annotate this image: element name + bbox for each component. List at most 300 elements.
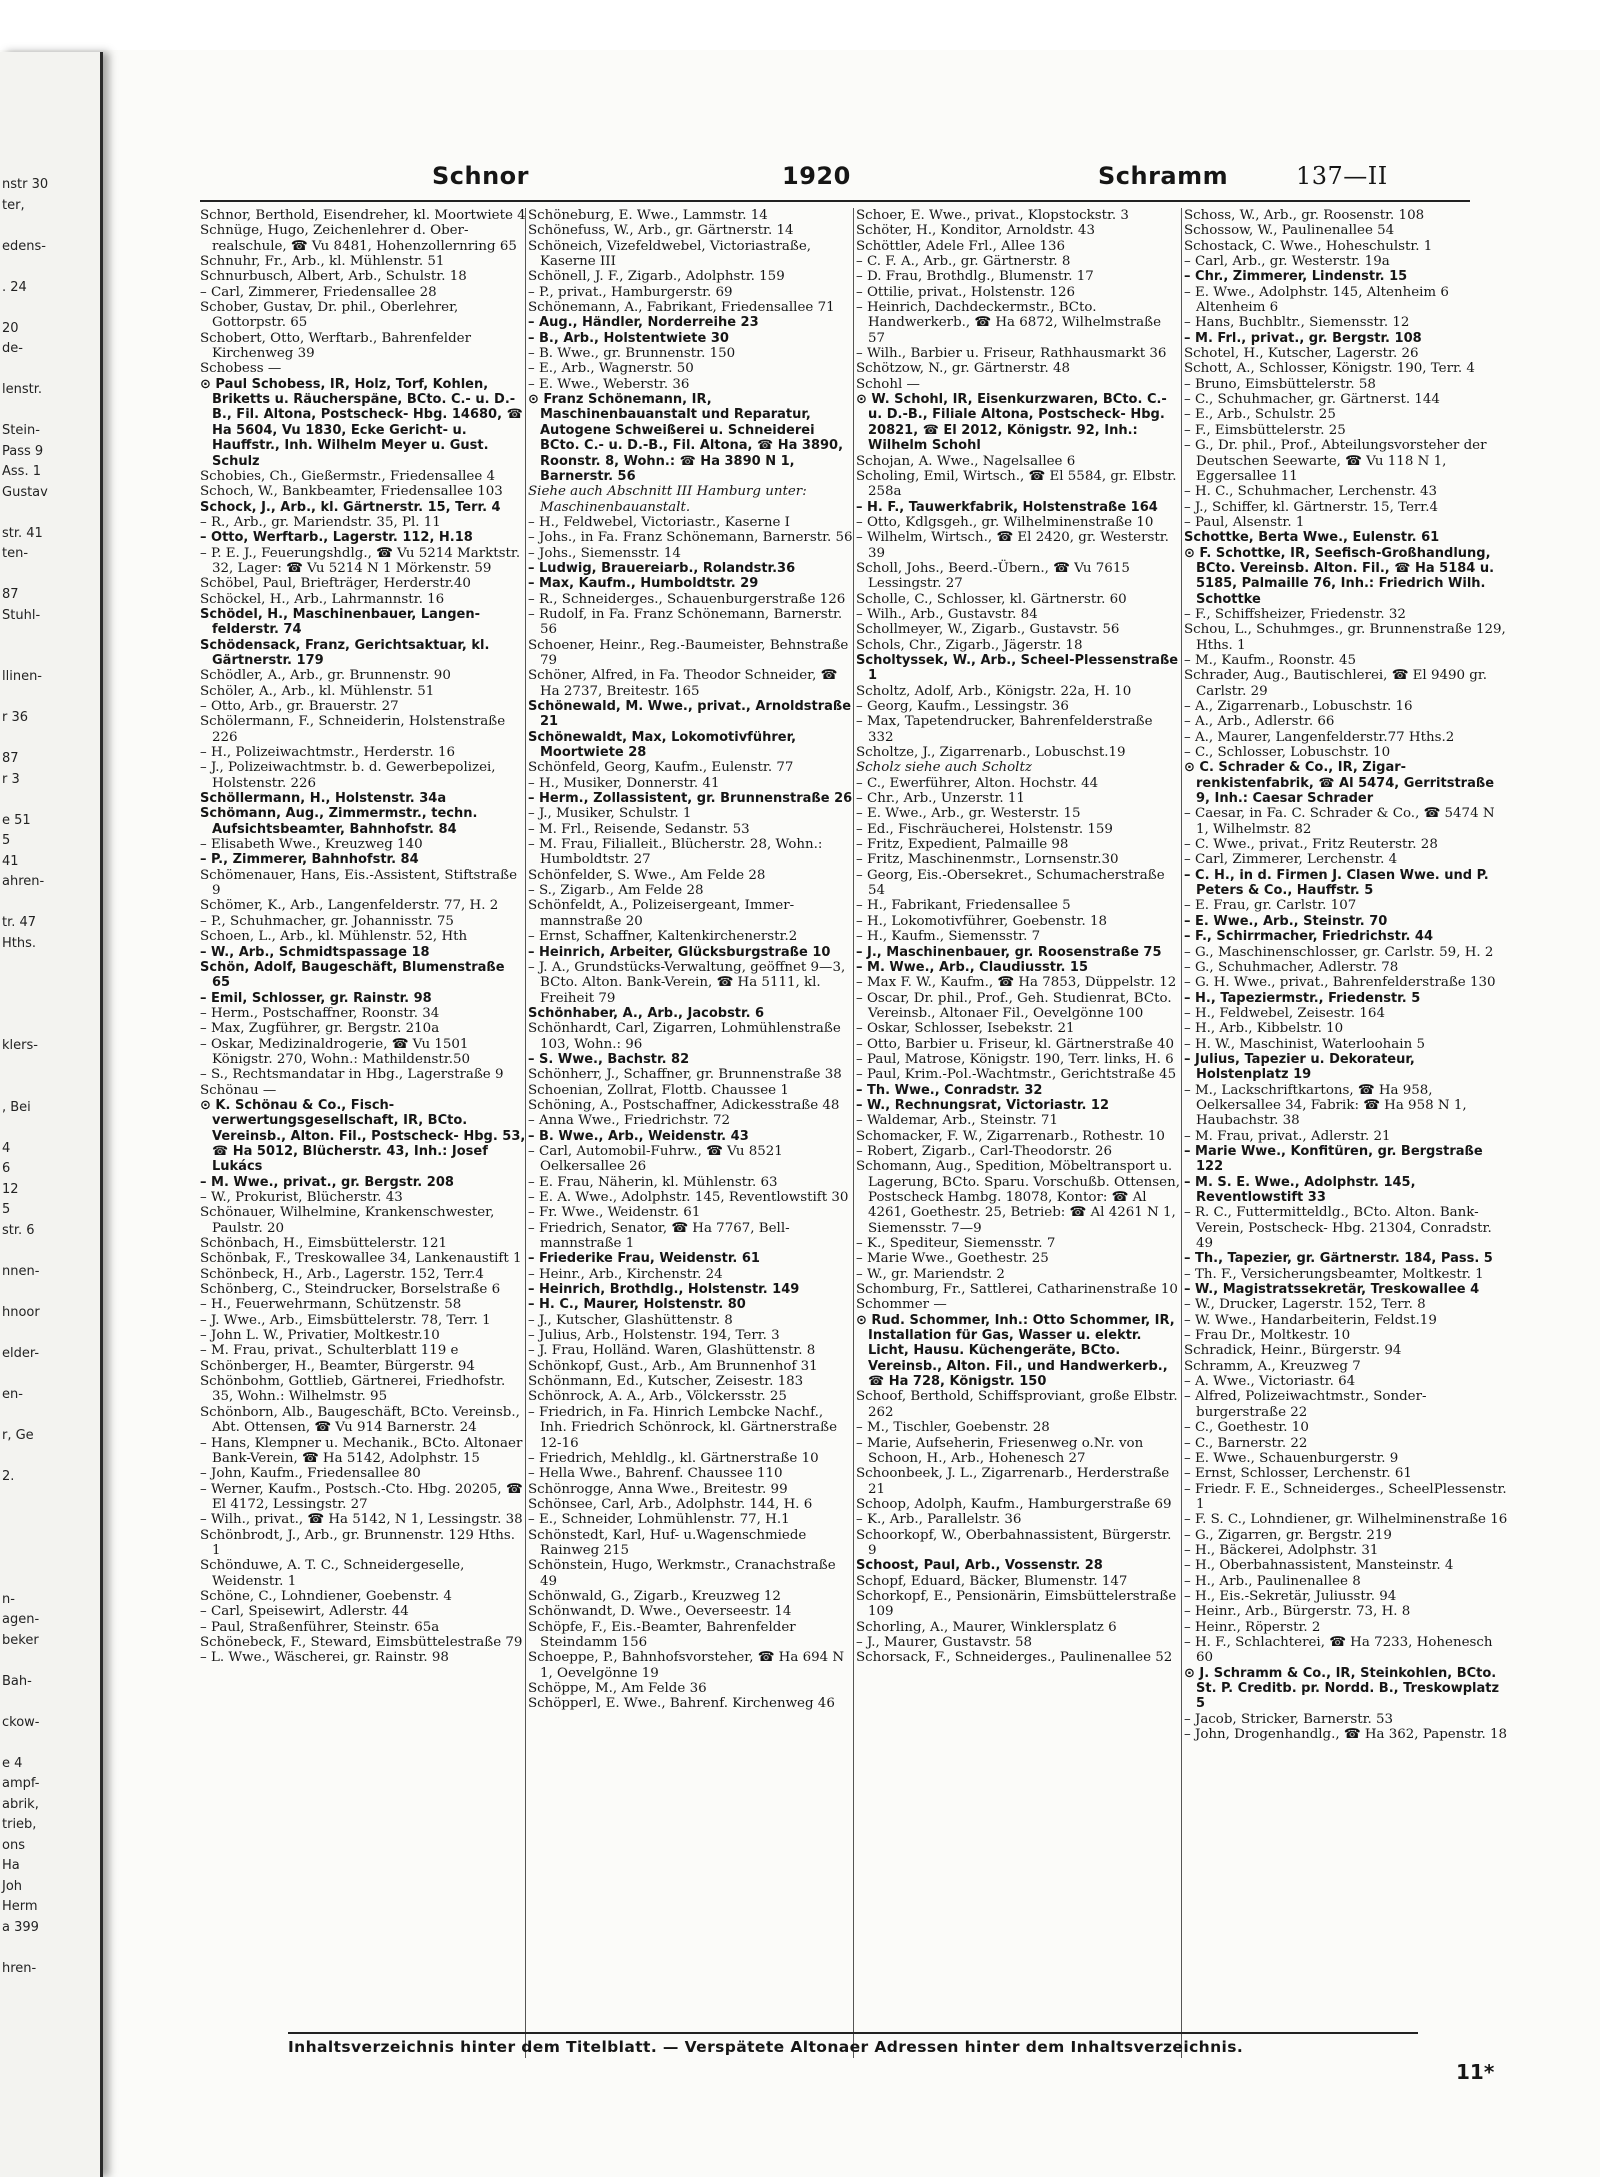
directory-entry: – Johs., in Fa. Franz Schönemann, Barnerstr. 56 (528, 530, 853, 546)
directory-entry: Schoer, E. Wwe., privat., Klopstockstr. 3 (856, 208, 1129, 223)
directory-entry: Schorkopf, E., Pensionärin, Eimsbüttelerstraße 109 (856, 1588, 1177, 1620)
directory-entry: – Heinrich, Dachdeckermstr., BCto. Handwerkerb., ☎ Ha 6872, Wilhelmstraße 57 (856, 300, 1161, 346)
signature-mark: 11* (1456, 2060, 1495, 2084)
directory-entry: – Carl, Zimmerer, Lerchenstr. 4 (1184, 852, 1398, 868)
directory-entry: – Georg, Kaufm., Lessingstr. 36 (856, 699, 1069, 714)
previous-page-fragment: 5 (2, 1202, 11, 1217)
directory-entry: Scholtze, J., Zigarrenarb., Lobuschst.19 (856, 745, 1126, 761)
directory-entry: – H. F., Tauwerkfabrik, Holstenstraße 164 (856, 499, 1158, 515)
directory-entry: ⊙ Franz Schönemann, IR, Maschinenbauanstalt und Reparatur, Autogene Schweißerei u. Schneiderei BCto. C.- u. D.-B., Fil. Altona, ☎ Ha 3890, Roonstr. 8, Wohn.: ☎ Ha 3890 N 1, Barnerstr. 56 (528, 392, 844, 484)
directory-entry: – Ernst, Schlosser, Lerchenstr. 61 (1184, 1466, 1412, 1482)
directory-entry: Schottke, Berta Wwe., Eulenstr. 61 (1184, 530, 1440, 546)
directory-entry: Schönmann, Ed., Kutscher, Zeisestr. 183 (528, 1374, 804, 1390)
directory-entry: – E. Frau, gr. Carlstr. 107 (1184, 898, 1357, 914)
directory-entry: – Chr., Arb., Unzerstr. 11 (856, 791, 1025, 807)
directory-entry: Schobert, Otto, Werftarb., Bahrenfelder Kirchenweg 39 (200, 330, 471, 362)
directory-entry: – Wilh., Arb., Gustavstr. 84 (856, 606, 1038, 622)
directory-entry: – E. Wwe., Arb., gr. Westerstr. 15 (856, 806, 1081, 822)
directory-entry: – Friedr. F. E., Schneiderges., ScheelPlessenstr. 1 (1184, 1481, 1507, 1512)
directory-entry: – Waldemar, Arb., Steinstr. 71 (856, 1113, 1058, 1129)
directory-entry: – H. F., Schlachterei, ☎ Ha 7233, Hohenesch 60 (1184, 1634, 1493, 1666)
directory-entry: – R., Schneiderges., Schauenburgerstraße 126 (528, 591, 846, 607)
directory-entry: – Heinr., Arb., Kirchenstr. 24 (528, 1266, 723, 1282)
previous-page-fragment: e 4 (2, 1755, 23, 1771)
directory-entry: – Paul, Matrose, Königstr. 190, Terr. links, H. 6 (856, 1051, 1174, 1067)
directory-entry: – W., Magistratssekretär, Treskowallee 4 (1184, 1282, 1480, 1298)
directory-entry: Schönrock, A. A., Arb., Völckersstr. 25 (528, 1389, 787, 1405)
directory-entry: – F., Eimsbüttelerstr. 25 (1184, 422, 1346, 438)
directory-entry: – H., Oberbahnassistent, Mansteinstr. 4 (1184, 1558, 1454, 1574)
directory-entry: ⊙ K. Schönau & Co., Fischverwertungsgesellschaft, IR, BCto. Vereinsb., Alton. Fil., Postscheck- Hbg. 53, ☎ Ha 5012, Blücherstr. 43, Inh.: Josef Lukács (200, 1097, 526, 1175)
directory-entry: – H., Tapeziermstr., Friedenstr. 5 (1184, 990, 1421, 1006)
directory-entry: Schoss, W., Arb., gr. Roosenstr. 108 (1184, 208, 1425, 223)
previous-page-fragment: Herm (2, 1899, 38, 1914)
previous-page-fragment: lenstr. (2, 382, 43, 397)
directory-entry: Schöne, C., Lohndiener, Goebenstr. 4 (200, 1588, 452, 1604)
directory-entry: Schödel, H., Maschinenbauer, Langenfelderstr. 74 (200, 606, 480, 638)
previous-page-fragment: 12 (2, 1181, 19, 1197)
directory-entry: ⊙ Rud. Schommer, Inh.: Otto Schommer, IR, Installation für Gas, Wasser u. elektr. Licht, Hausu. Küchengeräte, BCto. Vereinsb., Alton. Fil., und Handwerkerb., ☎ Ha 728, Königstr. 150 (856, 1312, 1175, 1390)
directory-entry: Schönbak, F., Treskowallee 34, Lankenaustift 1 (200, 1251, 522, 1267)
directory-entry: – H., Feldwebel, Zeisestr. 164 (1184, 1005, 1385, 1021)
directory-entry: – Frau Dr., Moltkestr. 10 (1184, 1328, 1351, 1344)
directory-entry: – Hans, Buchbltr., Siemensstr. 12 (1184, 315, 1410, 331)
directory-entry: – Herm., Postschaffner, Roonstr. 34 (200, 1005, 440, 1021)
directory-entry: Schötzow, N., gr. Gärtnerstr. 48 (856, 361, 1071, 377)
directory-entry: – E. Wwe., Adolphstr. 145, Altenheim 6 Altenheim 6 (1184, 284, 1449, 316)
directory-entry: – Bruno, Eimsbüttelerstr. 58 (1184, 376, 1376, 392)
directory-entry: – Marie, Aufseherin, Friesenweg o.Nr. von Schoon, H., Arb., Hohenesch 27 (856, 1435, 1144, 1466)
directory-entry: – Max F. W., Kaufm., ☎ Ha 7853, Düppelstr. 12 (856, 975, 1177, 991)
directory-entry: – H., Feldwebel, Victoriastr., Kaserne I (528, 514, 790, 530)
directory-entry: Schohl — (856, 376, 920, 392)
directory-entry: – H., Lokomotivführer, Goebenstr. 18 (856, 913, 1108, 929)
directory-entry: – D. Frau, Brothdlg., Blumenstr. 17 (856, 269, 1094, 285)
directory-entry: Schoen, L., Arb., kl. Mühlenstr. 52, Hth (200, 929, 468, 945)
previous-page-fragment: , Bei (2, 1099, 31, 1115)
directory-entry: Schnor, Berthold, Eisendreher, kl. Moortwiete 4 (200, 208, 526, 223)
directory-entry: – John, Drogenhandlg., ☎ Ha 362, Papenstr. 18 (1184, 1727, 1508, 1743)
column-2 (528, 208, 854, 2058)
directory-entry: – J., Schiffer, kl. Gärtnerstr. 15, Terr.4 (1184, 499, 1438, 515)
directory-entry: – Otto, Barbier u. Friseur, kl. Gärtnerstraße 40 (856, 1036, 1175, 1052)
column-separator (853, 208, 854, 2058)
directory-entry: Schönberg, C., Steindrucker, Borselstraße 6 (200, 1282, 501, 1298)
directory-entry: – C., Goethestr. 10 (1184, 1420, 1309, 1436)
previous-page-fragment: Gustav (2, 484, 48, 500)
header-first-name: Schnor (432, 162, 530, 190)
directory-entry: – H., Bäckerei, Adolphstr. 31 (1184, 1542, 1379, 1558)
directory-entry: – M. Frl., Reisende, Sedanstr. 53 (528, 821, 750, 837)
directory-entry: Schönauer, Wilhelmine, Krankenschwester, Paulstr. 20 (200, 1205, 495, 1236)
previous-page-fragment: agen- (2, 1612, 40, 1627)
previous-page-fragment: beker (2, 1632, 39, 1648)
directory-entry: – M. Frau, privat., Schulterblatt 119 e (200, 1343, 459, 1359)
directory-entry: Schoch, W., Bankbeamter, Friedensallee 103 (200, 484, 503, 500)
previous-page-fragment: abrik, (2, 1796, 39, 1812)
column-1 (200, 208, 526, 2058)
directory-entry: Schorsack, F., Schneiderges., Paulinenallee 52 (856, 1650, 1173, 1666)
column-separator (1181, 208, 1182, 2058)
directory-entry: – Julius, Tapezier u. Dekorateur, Holstenplatz 19 (1184, 1051, 1415, 1083)
previous-page-fragment: nnen- (2, 1263, 40, 1279)
directory-entry: – M., Lackschriftkartons, ☎ Ha 958, Oelkersallee 34, Fabrik: ☎ Ha 958 N 1, Haubachstr. 38 (1184, 1082, 1467, 1129)
previous-page-fragment: ahren- (2, 874, 45, 889)
directory-entry: – E., Arb., Wagnerstr. 50 (528, 361, 694, 377)
previous-page-fragment: n- (2, 1591, 15, 1607)
directory-entry: Schoenian, Zollrat, Flottb. Chaussee 1 (528, 1082, 789, 1098)
directory-entry: Schönbrodt, J., Arb., gr. Brunnenstr. 129 Hths. 1 (200, 1527, 515, 1558)
directory-entry: – F., Schiffsheizer, Friedenstr. 32 (1184, 606, 1406, 622)
directory-entry: Schönwandt, D. Wwe., Oeverseestr. 14 (528, 1604, 792, 1620)
directory-entry: Schoost, Paul, Arb., Vossenstr. 28 (856, 1558, 1103, 1574)
directory-entry: Schöpperl, E. Wwe., Bahrenf. Kirchenweg 46 (528, 1696, 835, 1712)
previous-page-edge (0, 52, 103, 2177)
directory-entry: – Emil, Schlosser, gr. Rainstr. 98 (200, 990, 432, 1006)
directory-entry: Schönell, J. F., Zigarb., Adolphstr. 159 (528, 269, 785, 285)
directory-entry: Schönkopf, Gust., Arb., Am Brunnenhof 31 (528, 1358, 818, 1374)
directory-entry: Schöpfe, F., Eis.-Beamter, Bahrenfelder Steindamm 156 (528, 1619, 796, 1650)
directory-entry: Schödensack, Franz, Gerichtsaktuar, kl. Gärtnerstr. 179 (200, 637, 490, 668)
directory-entry: – Johs., Siemensstr. 14 (528, 545, 681, 561)
directory-entry: Schotel, H., Kutscher, Lagerstr. 26 (1184, 346, 1419, 362)
header-last-name: Schramm (1098, 162, 1229, 190)
previous-page-fragment: de- (2, 341, 23, 356)
directory-entry: Schömer, K., Arb., Langenfelderstr. 77, H. 2 (200, 898, 499, 914)
previous-page-fragment: Stein- (2, 423, 40, 438)
directory-entry: – H., Feuerwehrmann, Schützenstr. 58 (200, 1297, 462, 1313)
directory-entry: – Friedrich, Senator, ☎ Ha 7767, Bellmannstraße 1 (528, 1220, 790, 1252)
directory-entry: Schönwald, G., Zigarb., Kreuzweg 12 (528, 1588, 781, 1604)
directory-entry: – Carl, Arb., gr. Westerstr. 19a (1184, 254, 1390, 270)
directory-entry: Schobies, Ch., Gießermstr., Friedensallee 4 (200, 468, 496, 484)
directory-entry: – Fr. Wwe., Weidenstr. 61 (528, 1205, 701, 1221)
previous-page-fragment: elder- (2, 1345, 40, 1361)
directory-entry: Schönhaber, A., Arb., Jacobstr. 6 (528, 1005, 765, 1021)
directory-entry: – C. Wwe., privat., Fritz Reuterstr. 28 (1184, 837, 1438, 853)
directory-entry: Schöner, Alfred, in Fa. Theodor Schneider, ☎ Ha 2737, Breitestr. 165 (528, 668, 838, 699)
previous-page-fragment: Pass 9 (2, 443, 44, 459)
directory-entry: – H., Fabrikant, Friedensallee 5 (856, 898, 1071, 914)
directory-entry: – R. C., Futtermitteldlg., BCto. Alton. Bank-Verein, Postscheck- Hbg. 21304, Conradstr. 49 (1184, 1205, 1492, 1252)
previous-page-fragment: 2. (2, 1468, 15, 1484)
directory-entry: Scholle, C., Schlosser, kl. Gärtnerstr. 60 (856, 591, 1127, 607)
directory-entry: – G., Dr. phil., Prof., Abteilungsvorsteher der Deutschen Seewarte, ☎ Vu 118 N 1, Eggersallee 11 (1184, 438, 1487, 484)
previous-page-fragment: str. 41 (2, 525, 43, 541)
directory-entry: Schott, A., Schlosser, Königstr. 190, Terr. 4 (1184, 361, 1475, 377)
previous-page-fragment: nstr 30 (2, 177, 49, 192)
page-header (116, 162, 1586, 202)
directory-entry: Schoof, Berthold, Schiffsproviant, große Elbstr. 262 (856, 1389, 1178, 1420)
directory-entry: – Rudolf, in Fa. Franz Schönemann, Barnerstr. 56 (528, 606, 843, 638)
directory-entry: Schoener, Heinr., Reg.-Baumeister, Behnstraße 79 (528, 637, 849, 668)
directory-entry: – Marie Wwe., Konfitüren, gr. Bergstraße 122 (1184, 1143, 1483, 1175)
directory-entry: – J., Kutscher, Glashüttenstr. 8 (528, 1312, 733, 1328)
directory-entry: – J., Polizeiwachtmstr. b. d. Gewerbepolizei, Holstenstr. 226 (200, 760, 496, 791)
directory-entry: – Heinrich, Arbeiter, Glücksburgstraße 10 (528, 944, 831, 960)
directory-entry: – Jacob, Stricker, Barnerstr. 53 (1184, 1711, 1394, 1727)
previous-page-fragment: 41 (2, 853, 19, 869)
previous-page-fragment: klers- (2, 1038, 38, 1053)
previous-page-fragment: r, Ge (2, 1427, 34, 1443)
directory-entry: – P. E. J., Feuerungshdlg., ☎ Vu 5214 Marktstr. 32, Lager: ☎ Vu 5214 N 1 Mörkenstr. 59 (200, 545, 521, 576)
directory-entry: – Otto, Kdlgsgeh., gr. Wilhelminenstraße 10 (856, 514, 1154, 530)
directory-entry: Schock, J., Arb., kl. Gärtnerstr. 15, Terr. 4 (200, 499, 501, 515)
directory-entry: – J. Frau, Holländ. Waren, Glashüttenstr. 8 (528, 1343, 816, 1359)
directory-entry: – G. H. Wwe., privat., Bahrenfelderstraße 130 (1184, 975, 1496, 991)
directory-entry: – Paul, Krim.-Pol.-Wachtmstr., Gerichtstraße 45 (856, 1067, 1177, 1083)
directory-entry: – R., Arb., gr. Mariendstr. 35, Pl. 11 (200, 514, 441, 530)
previous-page-fragment: r 3 (2, 771, 20, 787)
directory-entry: – M. Wwe., Arb., Claudiusstr. 15 (856, 959, 1089, 975)
directory-entry: – Ludwig, Brauereiarb., Rolandstr.36 (528, 560, 796, 576)
directory-entry: Schöttler, Adele Frl., Allee 136 (856, 238, 1066, 254)
directory-entry: – E. A. Wwe., Adolphstr. 145, Reventlowstift 30 (528, 1190, 849, 1205)
column-4 (1184, 208, 1510, 2058)
directory-entry: ⊙ J. Schramm & Co., IR, Steinkohlen, BCto. St. P. Creditb. pr. Nordd. B., Treskowplatz 5 (1184, 1665, 1500, 1712)
directory-entry: – M., Tischler, Goebenstr. 28 (856, 1420, 1050, 1436)
directory-entry: Schöler, A., Arb., kl. Mühlenstr. 51 (200, 683, 435, 699)
directory-entry: – Fritz, Expedient, Palmaille 98 (856, 837, 1069, 853)
directory-entry: – J., Musiker, Schulstr. 1 (528, 806, 692, 822)
directory-entry: – H., Arb., Kibbelstr. 10 (1184, 1021, 1344, 1037)
directory-entry: – F. S. C., Lohndiener, gr. Wilhelminenstraße 16 (1184, 1512, 1508, 1528)
directory-entry: Schoeppe, P., Bahnhofsvorsteher, ☎ Ha 694 N 1, Oevelgönne 19 (528, 1650, 845, 1681)
directory-entry: – Max, Kaufm., Humboldtstr. 29 (528, 576, 759, 592)
directory-entry: Schradick, Heinr., Bürgerstr. 94 (1184, 1343, 1402, 1359)
directory-entry: Schomburg, Fr., Sattlerei, Catharinenstraße 10 (856, 1282, 1178, 1298)
directory-entry: – J., Maschinenbauer, gr. Roosenstraße 75 (856, 944, 1162, 960)
directory-entry: – Werner, Kaufm., Postsch.-Cto. Hbg. 20205, ☎ El 4172, Lessingstr. 27 (200, 1481, 523, 1512)
previous-page-fragment: Stuhl- (2, 607, 41, 623)
directory-entry: Schönhardt, Carl, Zigarren, Lohmühlenstraße 103, Wohn.: 96 (528, 1021, 841, 1052)
directory-entry: Schnüge, Hugo, Zeichenlehrer d. Oberrealschule, ☎ Vu 8481, Hohenzollernring 65 (200, 223, 517, 254)
previous-page-fragment: r 36 (2, 710, 29, 725)
directory-entry: ⊙ W. Schohl, IR, Eisenkurzwaren, BCto. C.- u. D.-B., Filiale Altona, Postscheck- Hbg. 20821, ☎ El 2012, Königstr. 92, Inh.: Wilhelm Schohl (856, 392, 1167, 454)
directory-entry: – L. Wwe., Wäscherei, gr. Rainstr. 98 (200, 1650, 449, 1666)
directory-entry: – Carl, Automobil-Fuhrw., ☎ Vu 8521 Oelkersallee 26 (528, 1143, 783, 1175)
directory-entry: Schönbeck, H., Arb., Lagerstr. 152, Terr.4 (200, 1266, 484, 1282)
directory-entry: – W. Wwe., Handarbeiterin, Feldst.19 (1184, 1312, 1437, 1328)
directory-entry: Schönbohm, Gottlieb, Gärtnerei, Friedhofstr. 35, Wohn.: Wilhelmstr. 95 (200, 1374, 506, 1405)
directory-entry: Schönfeld, Georg, Kaufm., Eulenstr. 77 (528, 760, 794, 776)
directory-entry: Siehe auch Abschnitt III Hamburg unter: Maschinenbauanstalt. (528, 484, 807, 515)
directory-entry: – H. C., Maurer, Holstenstr. 80 (528, 1297, 746, 1313)
directory-entry: – M. S. E. Wwe., Adolphstr. 145, Reventlowstift 33 (1184, 1174, 1416, 1205)
previous-page-fragment: Hths. (2, 935, 37, 951)
directory-entry: – Th. Wwe., Conradstr. 32 (856, 1082, 1043, 1098)
directory-entry: – Max, Tapetendrucker, Bahrenfelderstraße 332 (856, 714, 1153, 745)
directory-entry: – J. A., Grundstücks-Verwaltung, geöffnet 9—3, BCto. Alton. Bank-Verein, ☎ Ha 5111, kl. Freiheit 79 (528, 959, 846, 1006)
directory-entry: Schramm, A., Kreuzweg 7 (1184, 1358, 1361, 1374)
directory-entry: – A., Maurer, Langenfelderstr.77 Hths.2 (1184, 729, 1455, 745)
directory-entry: Schönbach, H., Eimsbüttelerstr. 121 (200, 1236, 447, 1252)
directory-entry: Schönherr, J., Schaffner, gr. Brunnenstraße 38 (528, 1067, 842, 1083)
header-page-number: 137—II (1296, 162, 1388, 190)
directory-entry: – Fritz, Maschinenmstr., Lornsenstr.30 (856, 852, 1119, 868)
directory-entry: Schöning, A., Postschaffner, Adickesstraße 48 (528, 1097, 840, 1113)
directory-entry: Schönsee, Carl, Arb., Adolphstr. 144, H. 6 (528, 1496, 813, 1512)
directory-entry: – Otto, Werftarb., Lagerstr. 112, H.18 (200, 530, 473, 546)
previous-page-fragment: hren- (2, 1960, 37, 1976)
previous-page-fragment: edens- (2, 238, 46, 254)
directory-entry: Schönstedt, Karl, Huf- u.Wagenschmiede Rainweg 215 (528, 1527, 807, 1558)
directory-entry: – Georg, Eis.-Obersekret., Schumacherstraße 54 (856, 867, 1165, 899)
directory-entry: – Ed., Fischräucherei, Holstenstr. 159 (856, 821, 1113, 837)
directory-entry: Scholtyssek, W., Arb., Scheel-Plessenstraße 1 (856, 652, 1179, 684)
directory-entry: – A., Zigarrenarb., Lobuschstr. 16 (1184, 699, 1413, 714)
previous-page-fragment: ampf- (2, 1776, 40, 1791)
directory-entry: – H., Arb., Paulinenallee 8 (1184, 1573, 1361, 1589)
directory-entry: – H. C., Schuhmacher, Lerchenstr. 43 (1184, 484, 1438, 500)
directory-entry: – B., Arb., Holstentwiete 30 (528, 330, 729, 346)
directory-entry: Schöllermann, H., Holstenstr. 34a (200, 791, 447, 807)
directory-entry: – K., Spediteur, Siemensstr. 7 (856, 1236, 1056, 1252)
directory-entry: Schomacker, F. W., Zigarrenarb., Rothestr. 10 (856, 1128, 1165, 1144)
directory-entry: – E. Frau, Näherin, kl. Mühlenstr. 63 (528, 1174, 778, 1190)
directory-entry: – Ottilie, privat., Holstenstr. 126 (856, 284, 1076, 300)
directory-entry: Schöneburg, E. Wwe., Lammstr. 14 (528, 208, 768, 223)
directory-entry: – P., Schuhmacher, gr. Johannisstr. 75 (200, 913, 454, 929)
directory-entry: – Hans, Klempner u. Mechanik., BCto. Altonaer Bank-Verein, ☎ Ha 5142, Adolphstr. 15 (200, 1435, 523, 1466)
directory-entry: – Friedrich, in Fa. Hinrich Lembcke Nachf., Inh. Friedrich Schönrock, kl. Gärtnerstraße 12-16 (528, 1404, 837, 1451)
directory-entry: – John L. W., Privatier, Moltkestr.10 (200, 1328, 440, 1344)
directory-entry: – B. Wwe., gr. Brunnenstr. 150 (528, 346, 736, 362)
directory-entry: – H., Kaufm., Siemensstr. 7 (856, 929, 1041, 945)
directory-entry: – E. Wwe., Weberstr. 36 (528, 376, 690, 392)
directory-entry: – Carl, Speisewirt, Adlerstr. 44 (200, 1604, 409, 1620)
directory-entry: – M. Wwe., privat., gr. Bergstr. 208 (200, 1174, 454, 1190)
directory-entry: – Oskar, Medizinaldrogerie, ☎ Vu 1501 Königstr. 270, Wohn.: Mathildenstr.50 (200, 1036, 471, 1067)
header-year: 1920 (782, 162, 851, 190)
previous-page-fragment: 5 (2, 833, 11, 848)
directory-entry: – Heinrich, Brothdlg., Holstenstr. 149 (528, 1282, 800, 1298)
directory-entry: – Wilh., Barbier u. Friseur, Rathhausmarkt 36 (856, 346, 1167, 362)
directory-entry: – Ernst, Schaffner, Kaltenkirchenerstr.2 (528, 929, 798, 945)
directory-entry: – A. Wwe., Victoriastr. 64 (1184, 1374, 1356, 1390)
directory-entry: ⊙ F. Schottke, IR, Seefisch-Großhandlung, BCto. Vereinsb. Alton. Fil., ☎ Ha 5184 u. 5185, Palmaille 76, Inh.: Friedrich Wilh. Schottke (1184, 545, 1495, 607)
directory-entry: ⊙ C. Schrader & Co., IR, Zigarrenkistenfabrik, ☎ Al 5474, Gerritstraße 9, Inh.: Caesar Schrader (1184, 760, 1495, 807)
directory-entry: Schömenauer, Hans, Eis.-Assistent, Stiftstraße 9 (200, 867, 518, 899)
previous-page-fragment: hnoor (2, 1304, 40, 1320)
directory-entry: Schönefuss, W., Arb., gr. Gärtnerstr. 14 (528, 223, 794, 239)
directory-entry: – C. H., in d. Firmen J. Clasen Wwe. und P. Peters & Co., Hauffstr. 5 (1184, 867, 1489, 899)
directory-entry: – Alfred, Polizeiwachtmstr., Sonderburgerstraße 22 (1184, 1389, 1427, 1420)
directory-entry: – Elisabeth Wwe., Kreuzweg 140 (200, 837, 423, 853)
directory-entry: – E., Schneider, Lohmühlenstr. 77, H.1 (528, 1512, 790, 1528)
directory-entry: – G., Zigarren, gr. Bergstr. 219 (1184, 1527, 1392, 1543)
directory-entry: – P., Zimmerer, Bahnhofstr. 84 (200, 852, 419, 868)
previous-page-fragment: Joh (2, 1878, 23, 1894)
directory-entry: Schöter, H., Konditor, Arnoldstr. 43 (856, 223, 1095, 239)
directory-entry: – Anna Wwe., Friedrichstr. 72 (528, 1113, 731, 1129)
directory-entry: – Heinr., Arb., Bürgerstr. 73, H. 8 (1184, 1604, 1411, 1620)
directory-entry: Scholz siehe auch Scholtz (856, 760, 1032, 776)
directory-entry: – Otto, Arb., gr. Brauerstr. 27 (200, 699, 399, 714)
directory-entry: – Heinr., Röperstr. 2 (1184, 1619, 1321, 1635)
directory-entry: Schnuhr, Fr., Arb., kl. Mühlenstr. 51 (200, 254, 445, 270)
directory-entry: – J., Maurer, Gustavstr. 58 (856, 1634, 1032, 1650)
directory-entry: Schommer — (856, 1297, 947, 1313)
directory-entry: – E. Wwe., Arb., Steinstr. 70 (1184, 913, 1388, 929)
directory-entry: Schöckel, H., Arb., Lahrmannstr. 16 (200, 591, 445, 607)
directory-entry: Scholtz, Adolf, Arb., Königstr. 22a, H. 10 (856, 683, 1132, 699)
directory-entry: Schönfeldt, A., Polizeisergeant, Immermannstraße 20 (528, 898, 795, 929)
previous-page-fragment: 4 (2, 1140, 11, 1156)
directory-entry: – Friedrich, Mehldlg., kl. Gärtnerstraße 10 (528, 1450, 819, 1466)
directory-entry: – A., Arb., Adlerstr. 66 (1184, 714, 1335, 730)
directory-entry: – C., Schuhmacher, gr. Gärtnerst. 144 (1184, 392, 1440, 408)
column-separator (525, 208, 526, 2058)
directory-entry: Schossow, W., Paulinenallee 54 (1184, 223, 1395, 239)
directory-entry: Scholl, Johs., Beerd.-Übern., ☎ Vu 7615 Lessingstr. 27 (856, 560, 1130, 592)
directory-entry: Schönewald, M. Wwe., privat., Arnoldstraße 21 (528, 699, 852, 730)
directory-entry: – C., Ewerführer, Alton. Hochstr. 44 (856, 775, 1099, 791)
directory-entry: Schojan, A. Wwe., Nagelsallee 6 (856, 453, 1076, 469)
directory-entry: – Friederike Frau, Weidenstr. 61 (528, 1251, 760, 1267)
directory-entry: – Oskar, Schlosser, Isebekstr. 21 (856, 1021, 1075, 1037)
directory-entry: – M. Frl., privat., gr. Bergstr. 108 (1184, 330, 1422, 346)
previous-page-fragment: a 399 (2, 1919, 39, 1935)
directory-entry: – Carl, Zimmerer, Friedensallee 28 (200, 284, 437, 300)
directory-entry: – Oscar, Dr. phil., Prof., Geh. Studienrat, BCto. Vereinsb., Altonaer Fil., Oevelgönne 100 (856, 990, 1172, 1021)
directory-entry: Schönborn, Alb., Baugeschäft, BCto. Vereinsb., Abt. Ottensen, ☎ Vu 914 Barnerstr. 24 (200, 1404, 520, 1436)
previous-page-fragment: Ha (2, 1858, 20, 1873)
directory-entry: Schöppe, M., Am Felde 36 (528, 1681, 707, 1696)
directory-entry: Schönduwe, A. T. C., Schneidergeselle, Weidenstr. 1 (200, 1558, 465, 1589)
directory-entry: – K., Arb., Parallelstr. 36 (856, 1512, 1022, 1528)
directory-entry: – C., Schlosser, Lobuschstr. 10 (1184, 745, 1391, 761)
previous-page-fragment: 87 (2, 751, 19, 766)
directory-entry: – John, Kaufm., Friedensallee 80 (200, 1466, 421, 1482)
directory-entry: Schober, Gustav, Dr. phil., Oberlehrer, Gottorpstr. 65 (200, 300, 459, 331)
previous-page-fragment: str. 6 (2, 1222, 35, 1238)
directory-entry: – Marie Wwe., Goethestr. 25 (856, 1251, 1049, 1267)
previous-page-fragment: tr. 47 (2, 915, 37, 930)
previous-page-fragment: ten- (2, 546, 29, 561)
directory-entry: Schostack, C. Wwe., Hoheschulstr. 1 (1184, 238, 1433, 254)
directory-entry: – M. Frau, privat., Adlerstr. 21 (1184, 1128, 1391, 1144)
directory-entry: Schönstein, Hugo, Werkmstr., Cranachstraße 49 (528, 1558, 836, 1589)
previous-page-fragment: Ass. 1 (2, 464, 41, 479)
directory-entry: – Aug., Händler, Norderreihe 23 (528, 315, 759, 331)
directory-entry: Schönewaldt, Max, Lokomotivführer, Moortwiete 28 (528, 729, 797, 761)
directory-entry: – E. Wwe., Schauenburgerstr. 9 (1184, 1450, 1399, 1466)
previous-page-fragment: 87 (2, 587, 19, 602)
directory-entry: – W., Arb., Schmidtspassage 18 (200, 944, 430, 960)
directory-entry: Schols, Chr., Zigarb., Jägerstr. 18 (856, 637, 1083, 653)
column-3 (856, 208, 1182, 2058)
directory-entry: Schödler, A., Arb., gr. Brunnenstr. 90 (200, 668, 451, 684)
directory-entry: Schoorkopf, W., Oberbahnassistent, Bürgerstr. 9 (856, 1527, 1172, 1558)
directory-entry: Schobess — (200, 361, 282, 377)
directory-entry: – W., Drucker, Lagerstr. 152, Terr. 8 (1184, 1297, 1426, 1313)
directory-entry: – M., Kaufm., Roonstr. 45 (1184, 652, 1357, 668)
directory-entry: Schönfelder, S. Wwe., Am Felde 28 (528, 867, 766, 883)
previous-page-fragment: ter, (2, 197, 25, 213)
directory-entry: Schönemann, A., Fabrikant, Friedensallee 71 (528, 300, 835, 316)
directory-entry: – H., Musiker, Donnerstr. 41 (528, 775, 720, 791)
directory-page (116, 52, 1600, 2177)
directory-entry: – C., Barnerstr. 22 (1184, 1435, 1308, 1451)
header-rule (200, 200, 1470, 202)
directory-entry: – F., Schirrmacher, Friedrichstr. 44 (1184, 929, 1433, 945)
previous-page-fragment: llinen- (2, 669, 43, 684)
directory-entry: – S. Wwe., Bachstr. 82 (528, 1051, 690, 1067)
directory-entry: – W., Rechnungsrat, Victoriastr. 12 (856, 1097, 1110, 1113)
directory-entry: – Wilhelm, Wirtsch., ☎ El 2420, gr. Westerstr. 39 (856, 530, 1169, 561)
directory-entry: ⊙ Paul Schobess, IR, Holz, Torf, Kohlen, Briketts u. Räucherspäne, BCto. C.- u. D.-B., Fil. Altona, Postscheck- Hbg. 14680, ☎ Ha 5604, Vu 1830, Ecke Gericht- u. Hauffstr., Inh. Wilhelm Meyer u. Gust. Schulz (200, 376, 523, 469)
